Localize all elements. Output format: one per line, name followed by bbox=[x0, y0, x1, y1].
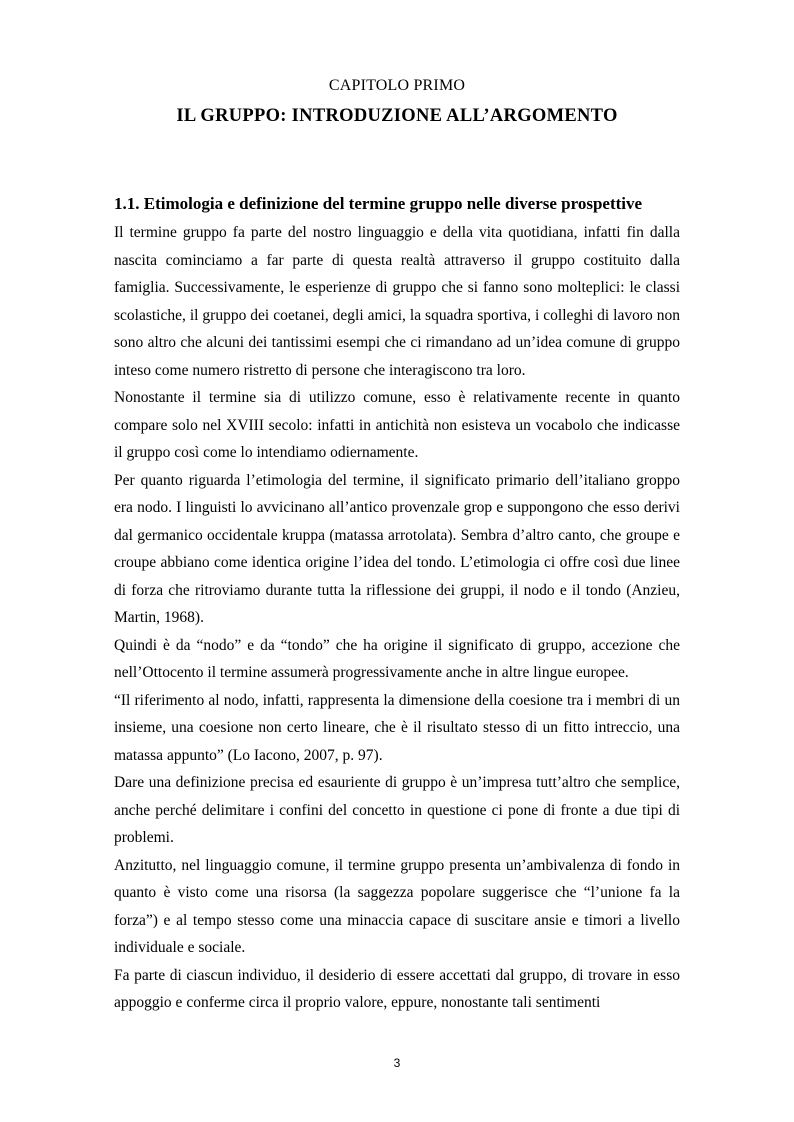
paragraph: Quindi è da “nodo” e da “tondo” che ha origine il significato di gruppo, accezione che nell’Ottocento il termine assumerà progressivamente anche in altre lingue europee. bbox=[114, 636, 680, 681]
paragraph: Fa parte di ciascun individuo, il desiderio di essere accettati dal gruppo, di trovare in esso appoggio e conferme circa il proprio valore, eppure, nonostante tali sentimenti bbox=[114, 966, 680, 1011]
chapter-label: CAPITOLO PRIMO bbox=[328, 77, 466, 94]
paragraph: Per quanto riguarda l’etimologia del termine, il significato primario dell’italiano groppo era nodo. I linguisti lo avvicinano all’antico provenzale grop e suppongono che esso derivi dal germanico occidentale kruppa (matassa arrotolata). Sembra d’altro canto, che groupe e croupe abbiano come identica origine l’idea del tondo. L’etimologia ci offre così due linee di forza che ritroviamo durante tutta la riflessione dei gruppi, il nodo e il tondo (Anzieu, Martin, 1968). bbox=[114, 471, 680, 626]
paragraph: Nonostante il termine sia di utilizzo comune, esso è relativamente recente in quanto compare solo nel XVIII secolo: infatti in antichità non esisteva un vocabolo che indicasse il gruppo così come lo intendiamo odiernamente. bbox=[114, 389, 680, 461]
paragraph: “Il riferimento al nodo, infatti, rappresenta la dimensione della coesione tra i membri di un insieme, una coesione non certo lineare, che è il risultato stesso di un fitto intreccio, una matassa appunto” (Lo Iacono, 2007, p. 97). bbox=[114, 691, 680, 764]
page-number: 3 bbox=[393, 1056, 401, 1070]
paragraph: Anzitutto, nel linguaggio comune, il termine gruppo presenta un’ambivalenza di fondo in quanto è visto come una risorsa (la saggezza popolare suggerisce che “l’unione fa la forza”) e al tempo stesso come una minaccia capace di suscitare ansie e timori a livello individuale e sociale. bbox=[114, 856, 680, 956]
body-text bbox=[114, 219, 680, 1017]
chapter-title: IL GRUPPO: INTRODUZIONE ALL’ARGOMENTO bbox=[176, 106, 618, 126]
paragraph: Il termine gruppo fa parte del nostro linguaggio e della vita quotidiana, infatti fin dalla nascita cominciamo a far parte di questa realtà attraverso il gruppo costituito dalla famiglia. Successivamente, le esperienze di gruppo che si fanno sono molteplici: le classi scolastiche, il gruppo dei coetanei, degli amici, la squadra sportiva, i colleghi di lavoro non sono altro che alcuni dei tantissimi esempi che ci rimandano ad un’idea comune di gruppo inteso come numero ristretto di persone che interagiscono tra loro. bbox=[114, 224, 680, 379]
paragraph: Dare una definizione precisa ed esauriente di gruppo è un’impresa tutt’altro che semplice, anche perché delimitare i confini del concetto in questione ci pone di fronte a due tipi di problemi. bbox=[114, 774, 680, 846]
section-heading: 1.1. Etimologia e definizione del termine gruppo nelle diverse prospettive bbox=[114, 194, 643, 213]
